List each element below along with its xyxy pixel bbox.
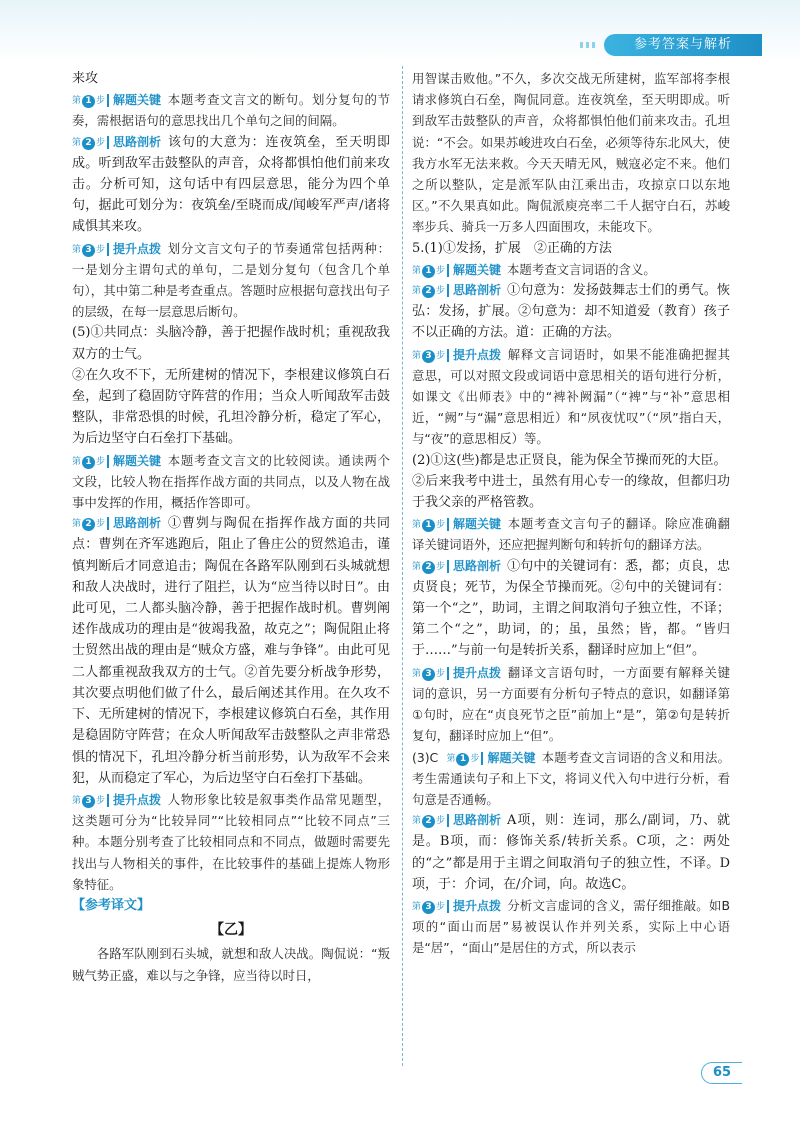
analysis-text: 人物形象比较是叙事类作品常见题型，这类题可分为“比较异同”“比较相同点”“比较不同点”三种。本题分别考查了比较相同点和不同点，做题时需要先找出与人物相关的事件，在比较事件的基础上提炼人物形象特征。 <box>72 791 390 892</box>
answer-choice: (3)C <box>412 749 439 765</box>
step-badge: 第 1 步 <box>412 520 446 531</box>
analysis-text: 该句的大意为：连夜筑垒，至天明即成。听到敌军击鼓整队的声音，众将都惧怕他们前来攻击。分析可知，这句话中有四层意思，能分为四个单句，据此可划分为：夜筑垒/至晓而成/闻峻军严声/诸将咸惧其来攻。 <box>72 134 390 235</box>
translation-text: 各路军队刚到石头城，就想和敌人决战。陶侃说：“叛贼气势正盛，难以与之争锋，应当待以时日， <box>72 946 390 983</box>
analysis-block <box>412 662 730 747</box>
tag-tip: 提升点拨 <box>447 667 501 680</box>
step-badge: 第 1 步 <box>412 265 446 276</box>
analysis-text: ①曹刿与陶侃在指挥作战方面的共同点：曹刿在齐军逃跑后，阻止了鲁庄公的贸然追击，谨慎判断后才同意追击；陶侃在各路军队刚到石头城就想和敌人决战时，进行了阻拦，认为“应当待以时日”。由此可见，二人都头脑冷静，善于把握作战时机。曹刿阐述作战成功的理由是“彼竭我盈，故克之”；陶侃阻止将士贸然出战的理由是“贼众方盛，难与争锋”。由此可见二人都重视敌我双方的士气。②首先要分析战争形势，其次要点明他们做了什么，最后阐述其作用。在久攻不下、无所建树的情况下，李根建议修筑白石垒，其作用是稳固防守阵营；在众人听闻敌军击鼓整队之声非常恐惧的情况下，孔坦冷静分析当前形势，认为敌军不会来犯，从而稳定了军心，为后边坚守白石垒打下基础。 <box>72 516 390 786</box>
page-number: 65 <box>701 1062 742 1084</box>
analysis-block <box>412 513 730 555</box>
tag-key: 解题关键 <box>107 455 161 468</box>
right-column <box>412 68 730 959</box>
analysis-text: 本题考查文言词语的含义和用法。考生需通读句子和上下文，将词义代入句中进行分析，看句意是否通畅。 <box>412 749 730 807</box>
column-divider <box>402 66 403 1066</box>
section-label: 【参考译文】 <box>72 897 151 913</box>
header-title: 参考答案与解析 <box>604 34 762 56</box>
tag-tip: 提升点拨 <box>107 243 161 256</box>
step-badge: 第 2 步 <box>412 286 446 297</box>
analysis-text: 本题考查文言句子的翻译。除应准确翻译关键词语外，还应把握判断句和转折句的翻译方法。 <box>412 516 730 553</box>
step-badge: 第 3 步 <box>72 244 106 255</box>
answer-text: ②在久攻不下，无所建树的情况下，李根建议修筑白石垒，起到了稳固防守阵营的作用；当众人听闻敌军击鼓整队，非常恐惧的时候，孔坦冷静分析，稳定了军心，为后边坚守白石垒打下基础。 <box>72 367 390 447</box>
analysis-text: 划分文言文句子的节奏通常包括两种：一是划分主谓句式的单句，二是划分复句（包含几个单句），其中第二种是考查重点。答题时应根据句意找出句子的层级，在每一层意思后断句。 <box>72 240 390 320</box>
analysis-block <box>412 747 730 811</box>
step-badge: 第 3 步 <box>72 795 106 806</box>
tag-key: 解题关键 <box>481 752 535 765</box>
tag-tip: 提升点拨 <box>107 794 161 807</box>
step-badge: 第 3 步 <box>412 668 446 679</box>
analysis-text: 本题考查文言文的断句。划分复句的节奏，需根据语句的意思找出几个单句之间的间隔。 <box>72 92 390 129</box>
analysis-block <box>72 789 390 895</box>
analysis-block <box>72 513 390 789</box>
tag-key: 解题关键 <box>107 94 161 107</box>
analysis-text: ①句意为：发扬鼓舞志士们的勇气。恢弘：发扬，扩展。②句意为：却不知道爱（教育）孩子不以正确的方法。道：正确的方法。 <box>412 283 730 341</box>
tag-analysis: 思路剖析 <box>447 560 501 573</box>
analysis-text: 分析文言虚词的含义，需仔细推敲。如B项的“面山而居”易被误认作并列关系，实际上中心语是“居”，“面山”是居住的方式，所以表示 <box>412 897 730 956</box>
analysis-block <box>72 238 390 323</box>
left-column <box>72 68 390 986</box>
analysis-text: 本题考查文言文的比较阅读。通读两个文段，比较人物在指挥作战方面的共同点，以及人物在战事中发挥的作用，概括作答即可。 <box>72 452 390 511</box>
answer-text: (5)①共同点：头脑冷静，善于把握作战时机；重视敌我双方的士气。 <box>72 325 390 362</box>
step-badge: 第 3 步 <box>412 350 446 361</box>
step-badge: 第 2 步 <box>72 519 106 530</box>
tag-analysis: 思路剖析 <box>447 814 501 827</box>
analysis-block <box>412 810 730 895</box>
step-badge: 第 1 步 <box>446 753 480 764</box>
analysis-block <box>412 259 730 280</box>
analysis-block <box>72 132 390 238</box>
answer-text: ②后来我考中进士，虽然有用心专一的缘故，但都归功于我父亲的严格管教。 <box>412 473 730 511</box>
tag-analysis: 思路剖析 <box>107 136 161 149</box>
step-badge: 第 2 步 <box>412 561 446 572</box>
analysis-block <box>72 89 390 131</box>
step-badge: 第 2 步 <box>72 137 106 148</box>
analysis-text: 解释文言词语时，如果不能准确把握其意思，可以对照文段或词语中意思相关的语句进行分析，如课文《出师表》中的“裨补阙漏”（“裨”与“补”意思相近，“阙”与“漏”意思相近）和“夙夜忧叹”（“夙”指白天，与“夜”的意思相反）等。 <box>412 346 730 447</box>
analysis-block <box>412 556 730 662</box>
text-line: 来攻 <box>72 71 99 86</box>
analysis-block <box>412 344 730 450</box>
step-badge: 第 2 步 <box>412 816 446 827</box>
tag-key: 解题关键 <box>447 264 501 277</box>
tag-key: 解题关键 <box>447 518 501 531</box>
tag-analysis: 思路剖析 <box>447 284 501 297</box>
translation-title: 【乙】 <box>210 922 252 939</box>
analysis-text: 本题考查文言词语的含义。 <box>507 261 656 277</box>
analysis-text: 翻译文言语句时，一方面要有解释关键词的意识，另一方面要有分析句子特点的意识，如翻译第①句时，应在“贞良死节之臣”前加上“是”，第②句是转折复句，翻译时应加上“但”。 <box>412 664 730 744</box>
step-badge: 第 3 步 <box>412 901 446 912</box>
translation-text: 用智谋击败他。”不久，多次交战无所建树，监军部将李根请求修筑白石垒，陶侃同意。连夜筑垒，至天明即成。听到敌军击鼓整队的声音，众将都惧怕他们前来攻击。孔坦说：“不会。如果苏峻进攻白石垒，必须等待东北风大，使我方水军无法来救。今天天晴无风，贼寇必定不来。他们之所以整队，定是派军队由江乘出击，攻掠京口以东地区。”不久果真如此。陶侃派庾亮率二千人据守白石，苏峻率步兵、骑兵一万多人四面围攻，未能攻下。 <box>412 71 730 235</box>
analysis-text: A项，则：连词，那么/副词，乃、就是。B项，而：修饰关系/转折关系。C项，之：两处的“之”都是用于主谓之间取消句子的独立性，不译。D项，于：介词，在/介词，向。故选C。 <box>412 813 730 892</box>
step-badge: 第 1 步 <box>72 96 106 107</box>
tag-tip: 提升点拨 <box>447 900 501 913</box>
tag-analysis: 思路剖析 <box>107 517 161 530</box>
question-answer: 5.(1)①发扬，扩展 ②正确的方法 <box>412 240 612 256</box>
tag-tip: 提升点拨 <box>447 349 501 362</box>
answer-text: (2)①这(些)都是忠正贤良，能为保全节操而死的大臣。 <box>412 452 727 468</box>
analysis-block <box>72 450 390 514</box>
analysis-block <box>412 895 730 959</box>
analysis-text: ①句中的关键词有：悉，都；贞良，忠贞贤良；死节，为保全节操而死。②句中的关键词有：第一个“之”，助词，主谓之间取消句子独立性，不译；第二个“之”，助词，的；虽，虽然；皆，都。“皆归于……”与前一句是转折关系，翻译时应加上“但”。 <box>412 558 730 659</box>
analysis-block <box>412 280 730 344</box>
step-badge: 第 1 步 <box>72 456 106 467</box>
